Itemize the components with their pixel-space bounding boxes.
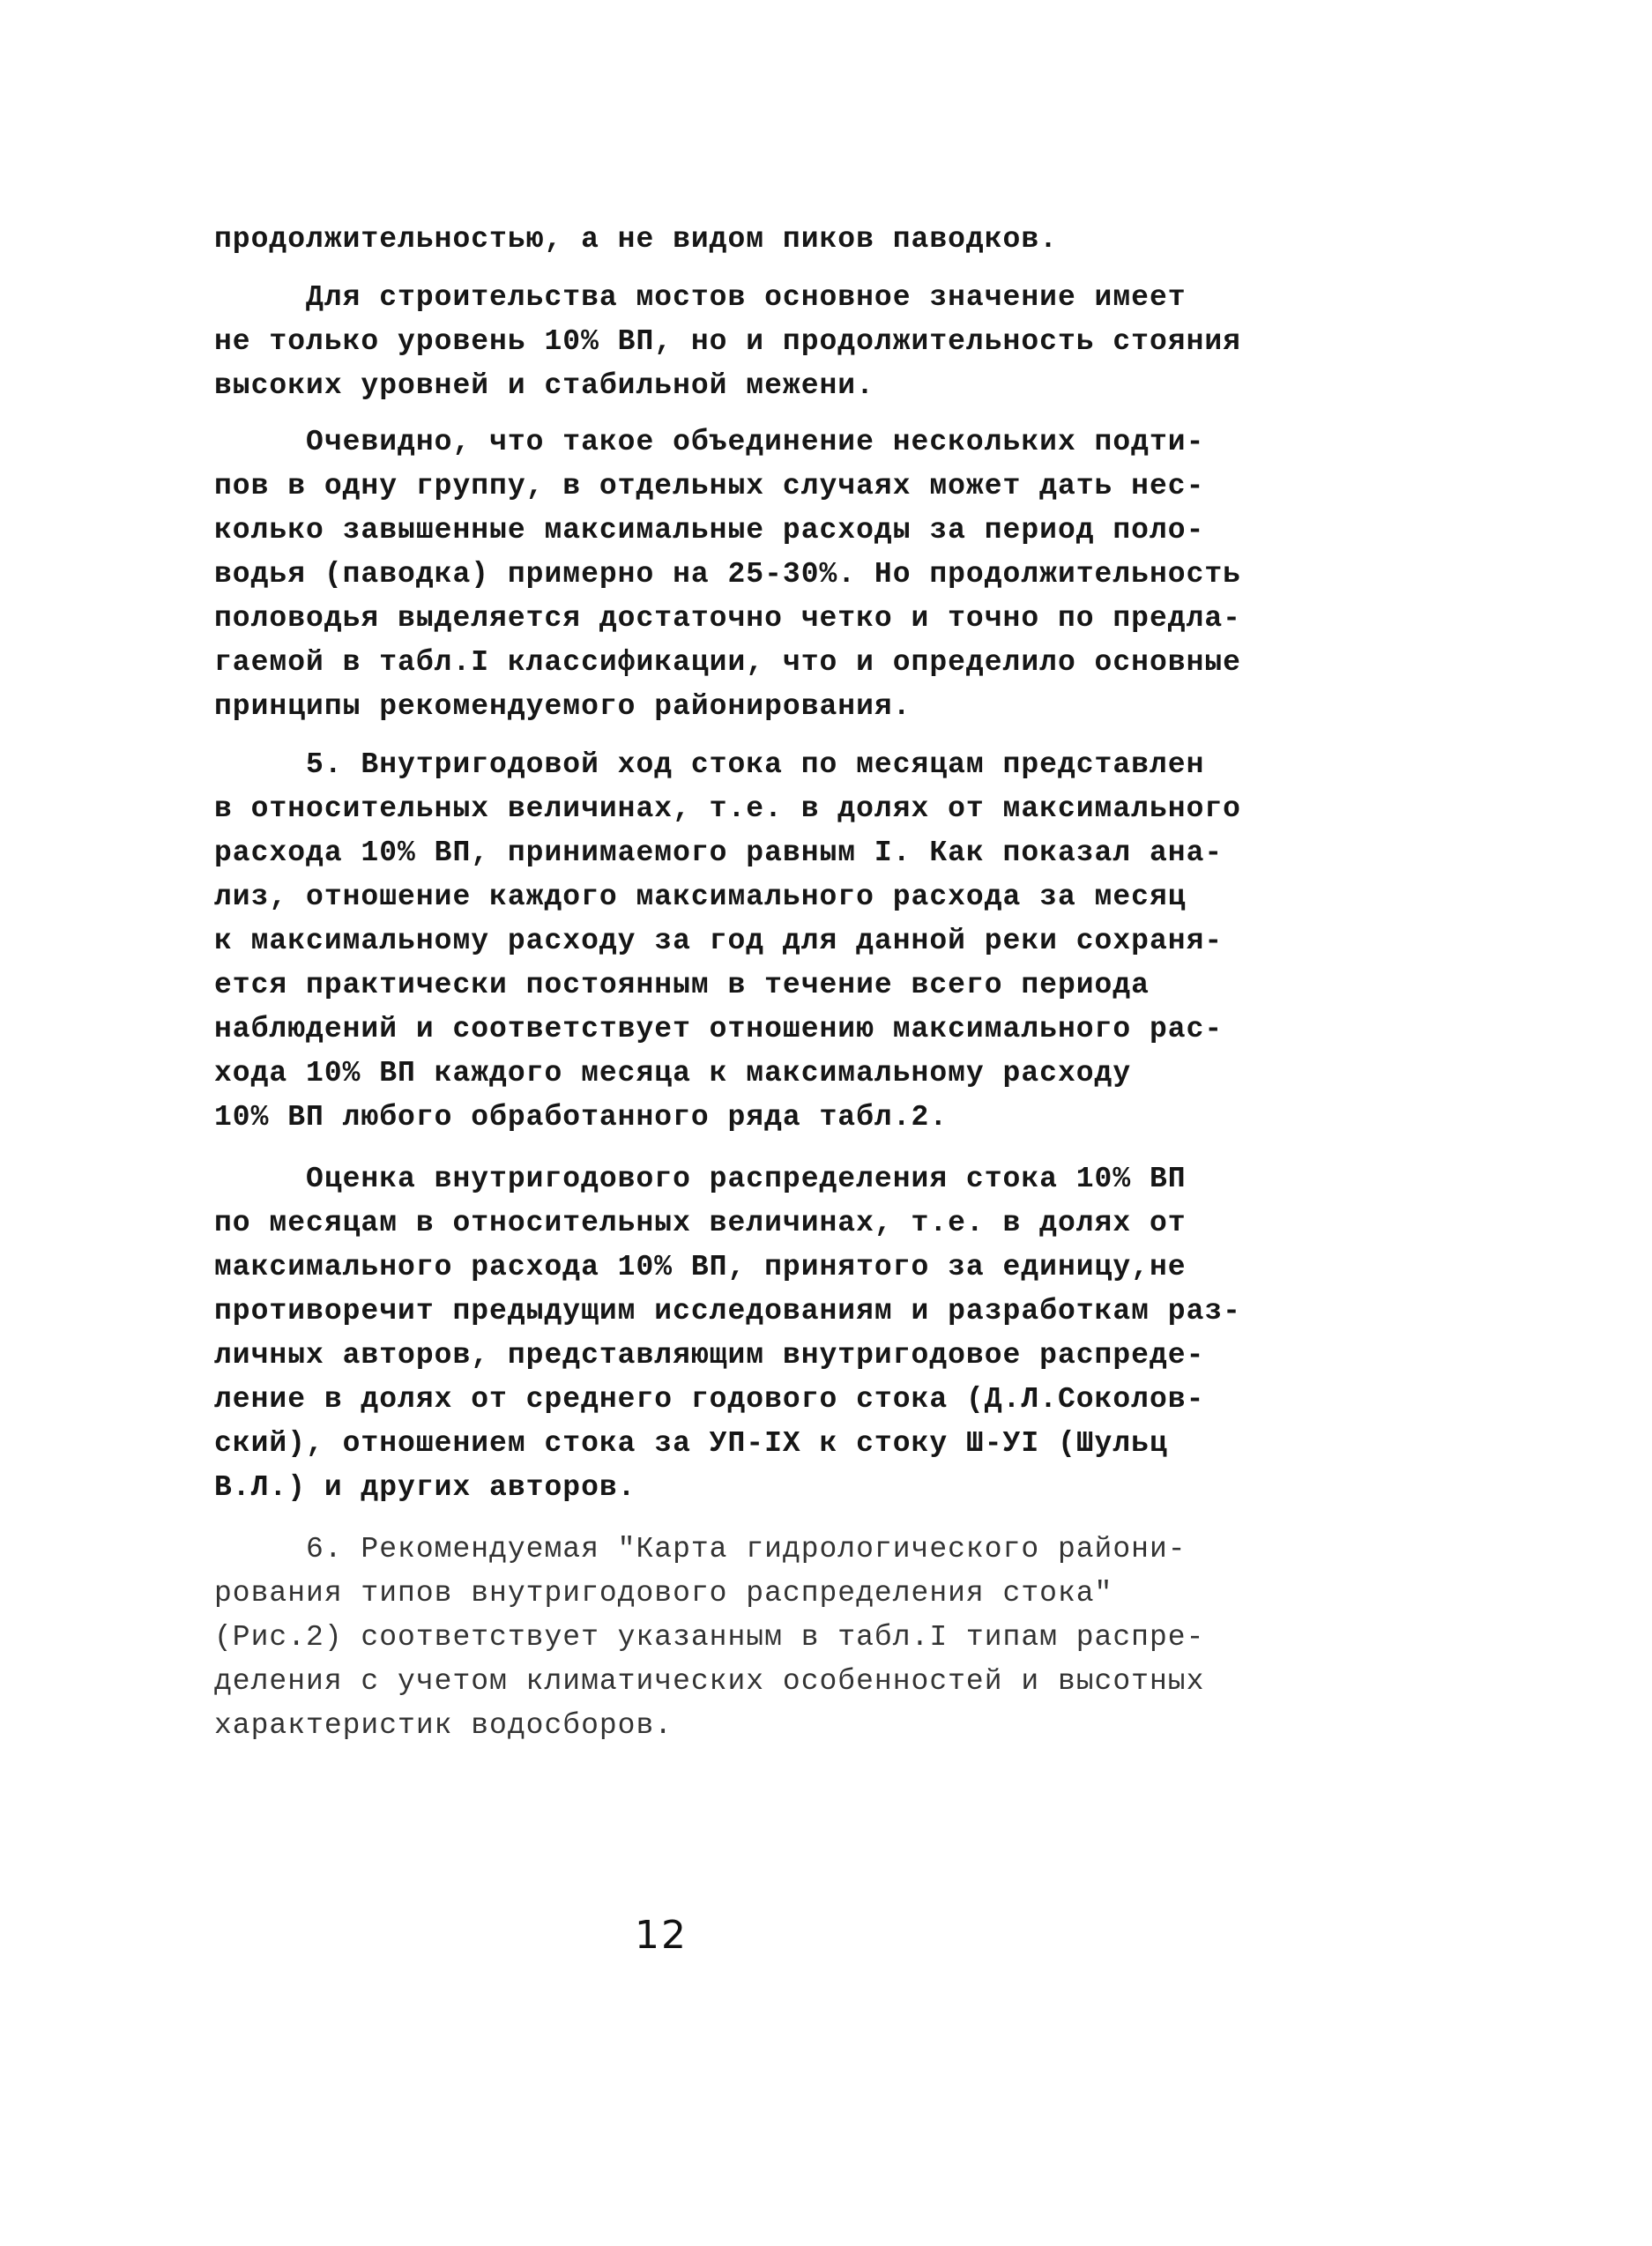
text-line: гаемой в табл.I классификации, что и определило основные [214,646,1241,679]
page-number: 12 [635,1913,688,1958]
paragraph-evaluation [214,1157,1254,1510]
text-line: максимального расхода 10% ВП, принятого за единицу,не [214,1251,1187,1283]
text-line: к максимальному расходу за год для данной реки сохраня- [214,925,1224,957]
text-line: 10% ВП любого обработанного ряда табл.2. [214,1101,949,1134]
text-line: 5. Внутригодовой ход стока по месяцам представлен [214,748,1205,781]
text-line: водья (паводка) примерно на 25-30%. Но продолжительность [214,558,1241,591]
text-line: расхода 10% ВП, принимаемого равным I. Как показал ана- [214,837,1224,869]
text-line: (Рис.2) соответствует указанным в табл.I типам распре- [214,1621,1205,1654]
text-line: рования типов внутригодового распределения стока" [214,1577,1113,1610]
text-line: колько завышенные максимальные расходы за период поло- [214,514,1205,547]
text-line: характеристик водосборов. [214,1709,673,1742]
paragraph-continuation [214,218,1254,262]
text-line: продолжительностью, а не видом пиков паводков. [214,223,1058,256]
text-line: Оценка внутригодового распределения стока 10% ВП [214,1163,1187,1195]
text-line: половодья выделяется достаточно четко и точно по предла- [214,602,1241,635]
text-line: ление в долях от среднего годового стока (Д.Л.Соколов- [214,1383,1205,1416]
text-line: противоречит предыдущим исследованиям и разработкам раз- [214,1295,1241,1328]
paragraph-section-5 [214,743,1254,1140]
text-line: личных авторов, представляющим внутригодовое распреде- [214,1339,1205,1372]
text-line: пов в одну группу, в отдельных случаях может дать нес- [214,470,1205,502]
text-line: В.Л.) и других авторов. [214,1471,636,1504]
text-line: не только уровень 10% ВП, но и продолжительность стояния [214,325,1241,358]
text-line: Очевидно, что такое объединение нескольких подти- [214,426,1205,458]
text-line: 6. Рекомендуемая "Карта гидрологического райони- [214,1533,1187,1566]
paragraph-subtypes [214,420,1254,729]
text-line: наблюдений и соответствует отношению максимального рас- [214,1013,1224,1045]
paragraph-bridges [214,276,1254,408]
text-line: принципы рекомендуемого районирования. [214,690,912,723]
text-line: хода 10% ВП каждого месяца к максимальному расходу [214,1057,1132,1090]
paragraph-section-6 [214,1528,1254,1748]
text-line: Для строительства мостов основное значение имеет [214,281,1187,314]
text-line: в относительных величинах, т.е. в долях от максимального [214,792,1241,825]
text-line: по месяцам в относительных величинах, т.е. в долях от [214,1207,1187,1239]
text-line: деления с учетом климатических особенностей и высотных [214,1665,1205,1698]
text-line: ется практически постоянным в течение всего периода [214,969,1150,1001]
text-line: лиз, отношение каждого максимального расхода за месяц [214,881,1187,913]
text-line: высоких уровней и стабильной межени. [214,369,874,402]
text-line: ский), отношением стока за УП-IX к стоку Ш-УI (Шульц [214,1427,1168,1460]
